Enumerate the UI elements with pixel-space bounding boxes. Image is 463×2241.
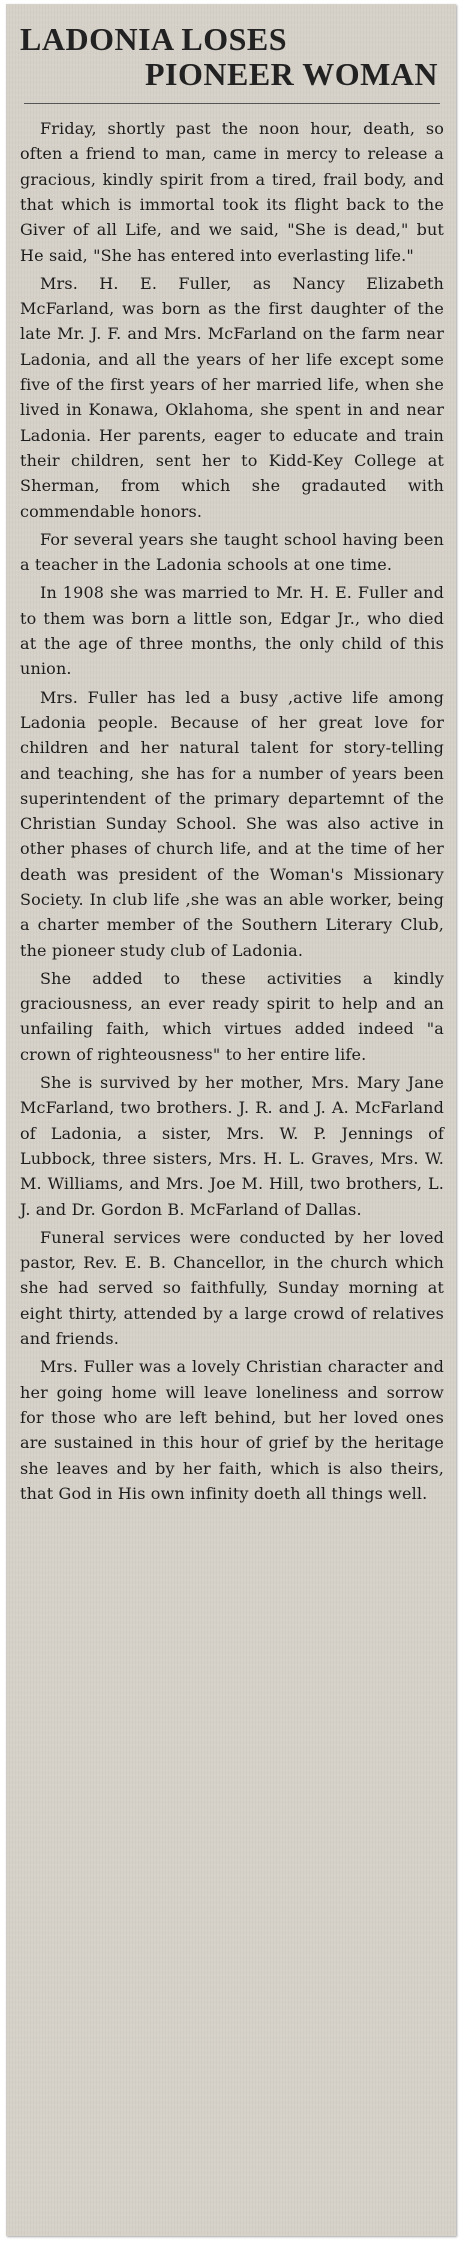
paragraph-8: Funeral services were conducted by her loved pastor, Rev. E. B. Chancellor, in the church which she had served so faithfully, Sunday morning at eight thirty, attended by a large crowd of relatives and friends. <box>20 1227 444 1349</box>
article-body <box>20 116 444 1506</box>
paragraph-9: Mrs. Fuller was a lovely Christian character and her going home will leave loneliness and sorrow for those who are left behind, but her loved ones are sustained in this hour of grief by the heritage she leaves and by her faith, which is also theirs, that God in His own infinity doeth all things well. <box>20 1357 444 1503</box>
headline-line-2: PIONEER WOMAN <box>144 55 438 92</box>
paragraph-4: In 1908 she was married to Mr. H. E. Fuller and to them was born a little son, Edgar Jr., who died at the age of three months, the only child of this union. <box>20 583 444 679</box>
newspaper-clipping <box>6 4 456 2236</box>
paragraph-3: For several years she taught school having been a teacher in the Ladonia schools at one time. <box>20 529 444 575</box>
paragraph-6: She added to these activities a kindly graciousness, an ever ready spirit to help and an unfailing faith, which virtues added indeed "a crown of righteousness" to her entire life. <box>20 968 444 1064</box>
headline-divider <box>24 103 440 104</box>
headline <box>20 22 444 91</box>
paragraph-2: Mrs. H. E. Fuller, as Nancy Elizabeth McFarland, was born as the first daughter of the late Mr. J. F. and Mrs. McFarland on the farm near Ladonia, and all the years of her life except some five of the first years of her married life, when she lived in Konawa, Oklahoma, she spent in and near Ladonia. Her parents, eager to educate and train their children, sent her to Kidd-Key College at Sherman, from which she gradauted with commendable honors. <box>20 273 444 521</box>
paragraph-1: Friday, shortly past the noon hour, death, so often a friend to man, came in mercy to release a gracious, kindly spirit from a tired, frail body, and that which is immortal took its flight back to the Giver of all Life, and we said, "She is dead," but He said, "She has entered into everlasting life." <box>20 119 444 265</box>
paragraph-5: Mrs. Fuller has led a busy ,active life among Ladonia people. Because of her great love for children and her natural talent for story-telling and teaching, she has for a number of years been superintendent of the primary departemnt of the Christian Sunday School. She was also active in other phases of church life, and at the time of her death was president of the Woman's Missionary Society. In club life ,she was an able worker, being a charter member of the Southern Literary Club, the pioneer study club of Ladonia. <box>20 687 444 960</box>
paragraph-7: She is survived by her mother, Mrs. Mary Jane McFarland, two brothers. J. R. and J. A. McFarland of Ladonia, a sister, Mrs. W. P. Jennings of Lubbock, three sisters, Mrs. H. L. Graves, Mrs. W. M. Williams, and Mrs. Joe M. Hill, two brothers, L. J. and Dr. Gordon B. McFarland of Dallas. <box>20 1073 444 1219</box>
headline-line-1: LADONIA LOSES <box>20 21 288 57</box>
